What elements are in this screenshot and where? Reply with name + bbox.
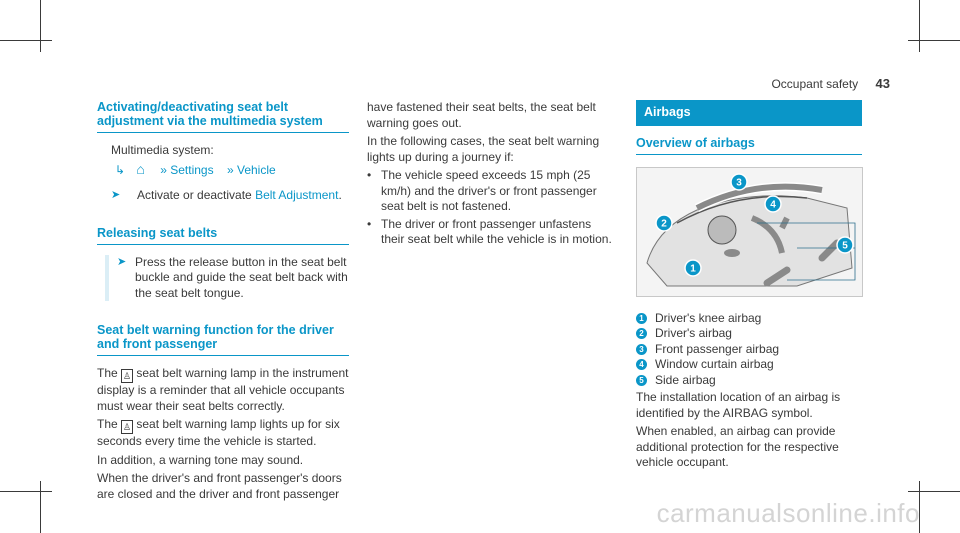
callout-5: 5 [842, 240, 848, 251]
home-icon: ⌂ [136, 160, 145, 177]
text: seat belt warning lamp lights up for six seconds every time the vehicle is started. [97, 417, 340, 448]
airbag-diagram [637, 168, 862, 296]
legend-label: Side airbag [655, 372, 716, 387]
legend-item [636, 342, 862, 358]
paragraph: In addition, a warning tone may sound. [97, 452, 304, 467]
page-header [771, 76, 890, 91]
crop-mark [40, 481, 41, 533]
list-item-text: The driver or front passenger unfastens their seat belt while the vehicle is in motion. [381, 216, 612, 246]
bullet: • [367, 168, 372, 182]
crop-mark [0, 491, 52, 492]
paragraph: have fastened their seat belts, the seat belt warning goes out. [367, 100, 596, 130]
crop-mark [919, 0, 920, 52]
chevron-right-icon: » [160, 162, 167, 177]
text: seat belt warning lamp in the instrument display is a reminder that all vehicle occupants must wear their seat belts correctly. [97, 366, 349, 413]
callout-2: 2 [661, 218, 667, 229]
heading-warning-function: Seat belt warning function for the driver and front passenger [97, 323, 349, 356]
multimedia-label: Multimedia system: [111, 143, 214, 157]
legend-label: Window curtain airbag [655, 357, 774, 371]
legend-number: 2 [636, 328, 647, 339]
text: The [97, 417, 118, 431]
step-text: Press the release button in the seat belt buckle and guide the seat belt back with the seat belt tongue. [135, 254, 348, 300]
list-item-text: The vehicle speed exceeds 15 mph (25 km/h) and the driver's or front passenger seat belt is not fastened. [381, 168, 597, 213]
legend-item [636, 357, 862, 373]
watermark: carmanualsonline.info [656, 498, 920, 528]
step-arrow-icon: ➤ [111, 189, 121, 201]
list-item [367, 168, 617, 215]
callout-1: 1 [690, 263, 696, 274]
page-number: 43 [875, 76, 890, 91]
legend-number: 1 [636, 313, 647, 324]
step-releasing [105, 255, 349, 302]
crop-mark [0, 40, 52, 41]
callout-3: 3 [736, 177, 742, 188]
section-title: Occupant safety [771, 77, 859, 91]
paragraph: When enabled, an airbag can provide additional protection for the respective vehicle occupant. [636, 424, 839, 469]
text: The [97, 366, 118, 380]
column-1 [97, 100, 349, 505]
legend-label: Front passenger airbag [655, 341, 780, 356]
nav-arrow-icon: ↳ [115, 162, 126, 177]
callout-4: 4 [770, 199, 776, 210]
paragraph: The installation location of an airbag is identified by the AIRBAG symbol. [636, 390, 841, 420]
seatbelt-warning-icon: ♙ [122, 371, 132, 381]
list-item [367, 217, 617, 248]
paragraph: When the driver's and front passenger's doors are closed and the driver and front passenger [97, 471, 342, 501]
step-text: Activate or deactivate [137, 188, 256, 202]
column-2 [367, 100, 617, 250]
crop-mark [908, 40, 960, 41]
legend-item [636, 373, 862, 389]
legend-number: 3 [636, 344, 647, 355]
paragraph [97, 417, 349, 450]
paragraph [97, 366, 349, 414]
heading-airbags-overview: Overview of airbags [636, 136, 862, 155]
belt-adjustment-link: Belt Adjustment [255, 188, 339, 202]
legend-label: Driver's knee airbag [655, 310, 762, 325]
heading-belt-adjustment: Activating/deactivating seat belt adjustment via the multimedia system [97, 100, 349, 133]
legend-label: Driver's airbag [655, 326, 732, 340]
column-3 [636, 100, 862, 474]
legend-number: 4 [636, 359, 647, 370]
crop-mark [908, 491, 960, 492]
step-suffix: . [338, 188, 342, 202]
step-arrow-icon: ➤ [117, 255, 127, 268]
paragraph: In the following cases, the seat belt warning lights up during a journey if: [367, 134, 600, 164]
chevron-right-icon: » [226, 162, 234, 177]
bullet: • [367, 216, 372, 231]
section-band-airbags: Airbags [636, 100, 862, 126]
heading-releasing: Releasing seat belts [97, 226, 349, 245]
seatbelt-warning-icon: ♙ [122, 422, 132, 432]
airbag-legend [636, 311, 862, 389]
crop-mark [40, 0, 41, 52]
step-belt-adjustment [111, 188, 349, 204]
legend-item [636, 311, 862, 327]
airbag-illustration [636, 167, 863, 297]
legend-number: 5 [636, 375, 647, 386]
nav-settings: Settings [170, 162, 214, 177]
nav-path [111, 162, 349, 179]
legend-item [636, 326, 862, 342]
nav-vehicle: Vehicle [236, 162, 276, 177]
